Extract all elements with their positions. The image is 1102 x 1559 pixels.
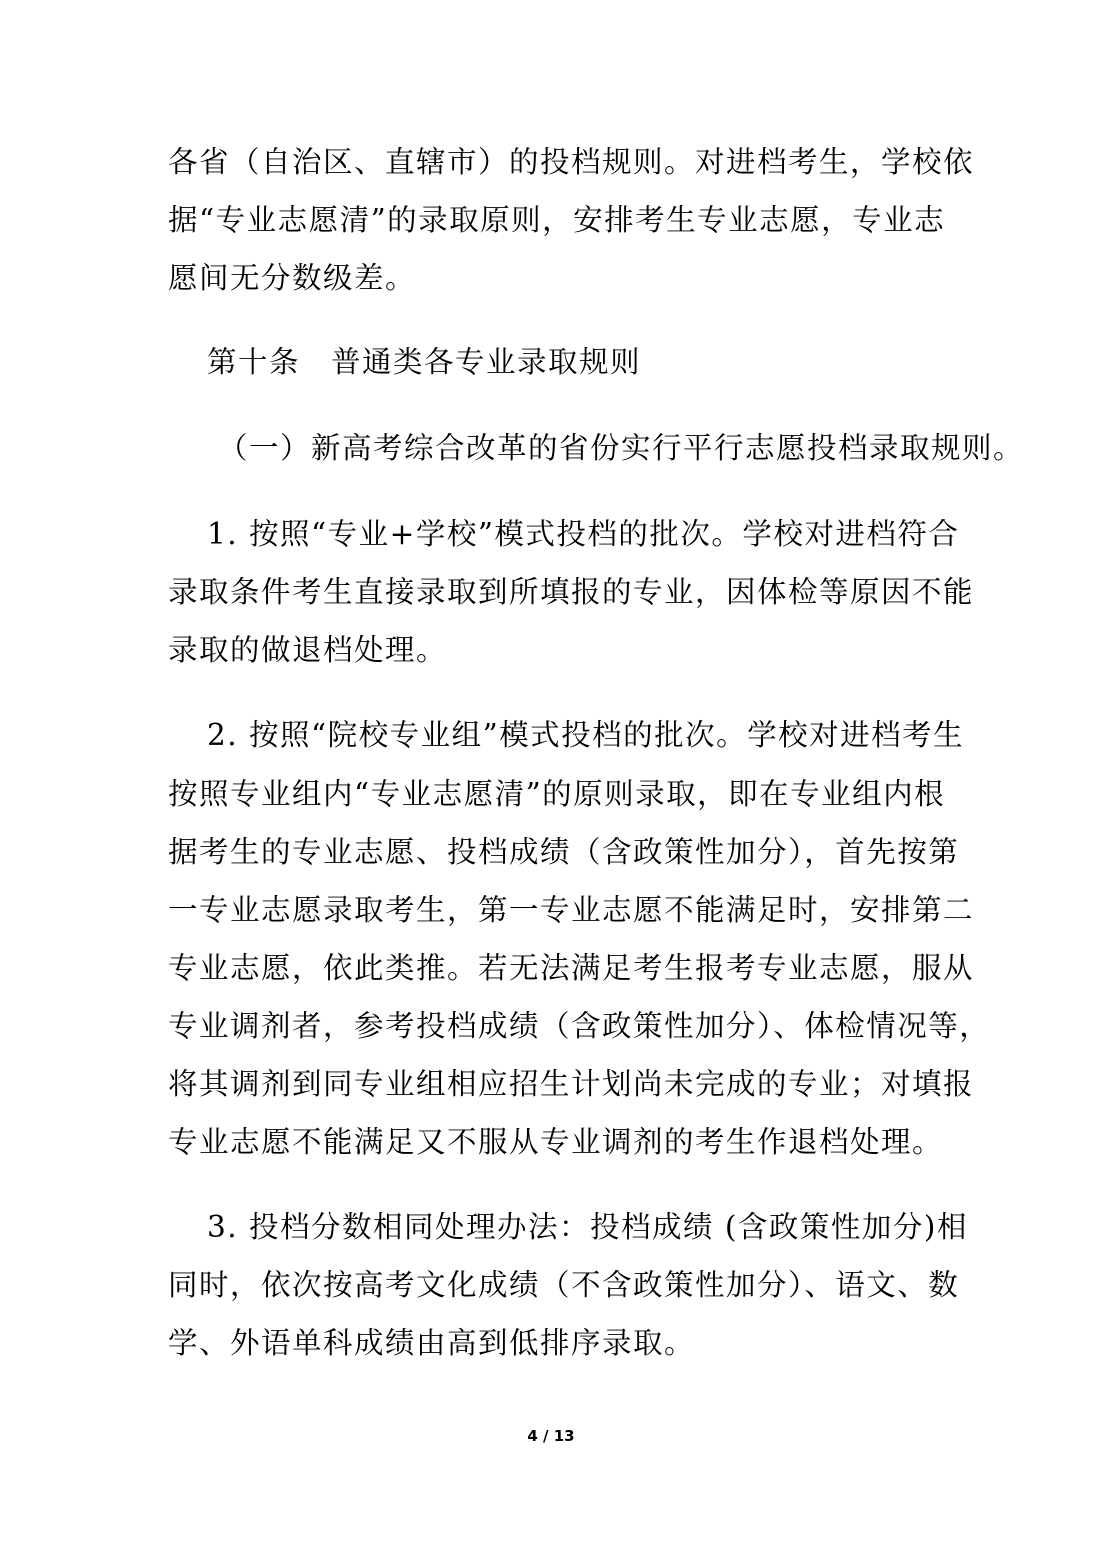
paragraph-line: 录取的做退档处理。	[168, 633, 448, 667]
paragraph-line: 愿间无分数级差。	[168, 261, 417, 295]
paragraph-line: 3. 投档分数相同处理办法：投档成绩 (含政策性加分)相	[207, 1210, 968, 1244]
paragraph-line: 一专业志愿录取考生，第一专业志愿不能满足时，安排第二	[168, 893, 975, 927]
section-heading: 第十条 普通类各专业录取规则	[207, 345, 642, 379]
paragraph-line: 学、外语单科成绩由高到低排序录取。	[168, 1326, 696, 1360]
page-number: 4 / 13	[527, 1427, 575, 1445]
paragraph-line: 据“专业志愿清”的录取原则，安排考生专业志愿，专业志	[168, 203, 946, 237]
paragraph-line: 1. 按照“专业+学校”模式投档的批次。学校对进档符合	[207, 517, 960, 551]
paragraph-line: 据考生的专业志愿、投档成绩（含政策性加分），首先按第	[168, 835, 960, 869]
paragraph-line: 录取条件考生直接录取到所填报的专业，因体检等原因不能	[168, 575, 975, 609]
paragraph-line: 专业志愿不能满足又不服从专业调剂的考生作退档处理。	[168, 1125, 944, 1159]
paragraph-line: 各省（自治区、直辖市）的投档规则。对进档考生，学校依	[168, 145, 975, 179]
paragraph-line: 专业调剂者，参考投档成绩（含政策性加分）、体检情况等，	[168, 1009, 991, 1043]
subsection-heading: （一）新高考综合改革的省份实行平行志愿投档录取规则。	[218, 431, 1025, 465]
paragraph-line: 将其调剂到同专业组相应招生计划尚未完成的专业；对填报	[168, 1067, 975, 1101]
paragraph-line: 专业志愿，依此类推。若无法满足考生报考专业志愿，服从	[168, 951, 975, 985]
paragraph-line: 2. 按照“院校专业组”模式投档的批次。学校对进档考生	[207, 718, 965, 752]
paragraph-line: 同时，依次按高考文化成绩（不含政策性加分）、语文、数	[168, 1268, 960, 1302]
paragraph-line: 按照专业组内“专业志愿清”的原则录取，即在专业组内根	[168, 777, 946, 811]
